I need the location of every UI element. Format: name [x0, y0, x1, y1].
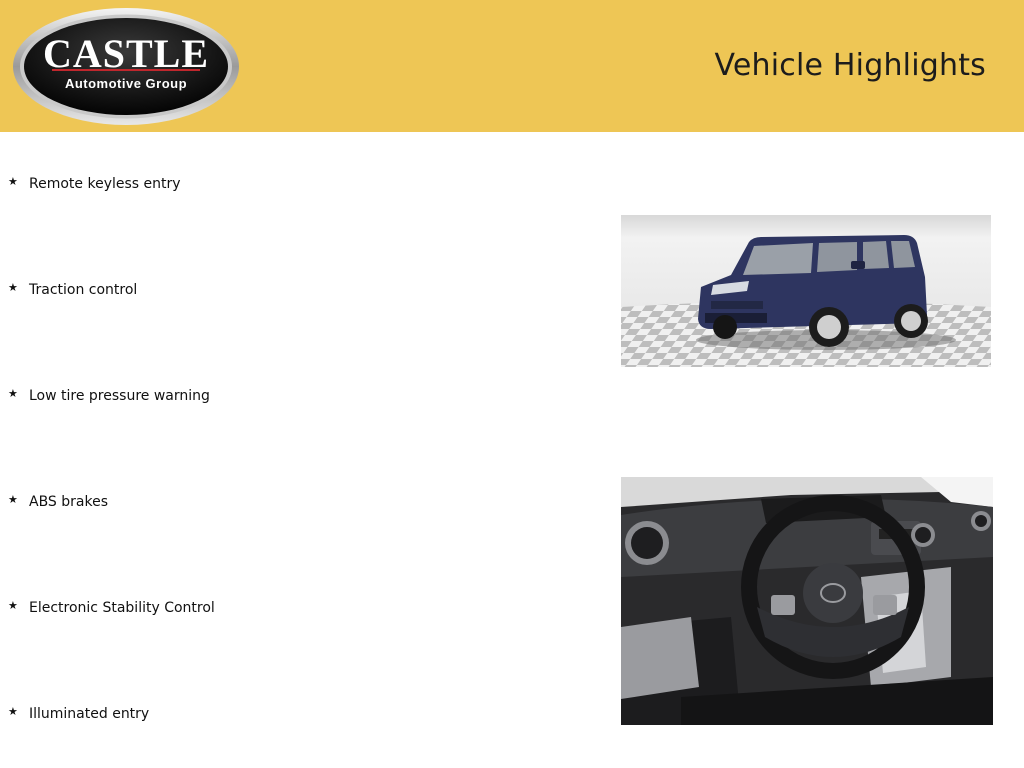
feature-label: Traction control — [29, 282, 138, 298]
vehicle-interior-photo[interactable] — [621, 477, 993, 725]
page-title: Vehicle Highlights — [714, 48, 986, 83]
feature-label: Remote keyless entry — [29, 176, 181, 192]
feature-label: Low tire pressure warning — [29, 388, 210, 404]
header-banner — [0, 0, 1024, 132]
feature-item — [8, 174, 181, 194]
feature-item — [8, 598, 215, 618]
feature-item — [8, 386, 210, 406]
car-interior-icon — [621, 477, 993, 725]
star-icon: ★ — [8, 599, 18, 612]
star-icon: ★ — [8, 175, 18, 188]
feature-item — [8, 280, 137, 300]
logo-name: CASTLE — [42, 31, 210, 76]
logo-tagline: Automotive Group — [64, 76, 188, 91]
vehicle-exterior-photo[interactable] — [621, 215, 991, 367]
star-icon: ★ — [8, 493, 18, 506]
feature-label: Illuminated entry — [29, 706, 150, 722]
star-icon: ★ — [8, 387, 18, 400]
feature-item — [8, 492, 108, 512]
feature-label: Electronic Stability Control — [29, 600, 215, 616]
car-exterior-icon — [621, 215, 991, 367]
castle-logo[interactable] — [12, 7, 240, 126]
feature-item — [8, 704, 149, 724]
star-icon: ★ — [8, 705, 18, 718]
feature-label: ABS brakes — [29, 494, 109, 510]
star-icon: ★ — [8, 281, 18, 294]
